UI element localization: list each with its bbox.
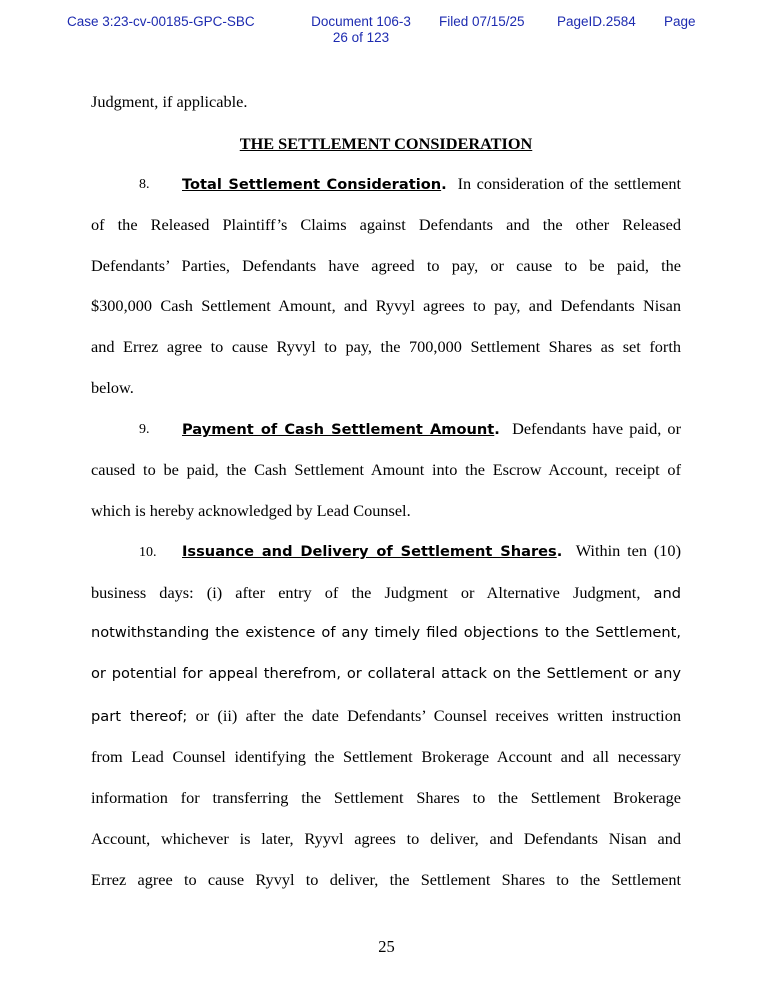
document-number-line1: Document 106-3 (311, 14, 411, 29)
text-line: which is hereby acknowledged by Lead Counsel. (91, 501, 411, 520)
text-line: Account, whichever is later, Ryyvl agrees to deliver, and Defendants Nisan and (91, 829, 681, 848)
paragraph-first-line: Payment of Cash Settlement Amount. Defendants have paid, or (182, 419, 681, 438)
text-line: information for transferring the Settlement Shares to the Settlement Brokerage (91, 788, 681, 807)
text-segment: business days: (i) after entry of the Judgment or Alternative Judgment, (91, 583, 641, 602)
text-line: from Lead Counsel identifying the Settlement Brokerage Account and all necessary (91, 747, 681, 766)
court-filing-header (0, 14, 773, 50)
text-segment: part thereof; (91, 708, 188, 725)
text-line (91, 583, 681, 603)
text-line: Judgment, if applicable. (91, 92, 248, 111)
document-number (305, 14, 417, 46)
paragraph-text: In consideration of the settlement (457, 174, 682, 193)
text-line: notwithstanding the existence of any timely filed objections to the Settlement, (91, 624, 681, 641)
text-line (91, 706, 681, 726)
paragraph-number: 8. (139, 177, 150, 192)
text-line: Errez agree to cause Ryvyl to deliver, the Settlement Shares to the Settlement (91, 870, 681, 889)
text-line: below. (91, 378, 134, 397)
paragraph-title: Payment of Cash Settlement Amount (182, 421, 495, 438)
section-heading: THE SETTLEMENT CONSIDERATION (239, 134, 533, 153)
paragraph-text: Within ten (10) (575, 541, 681, 560)
paragraph-first-line: Issuance and Delivery of Settlement Shares. Within ten (10) (182, 541, 681, 560)
text-line: of the Released Plaintiff’s Claims against Defendants and the other Released (91, 215, 681, 234)
text-segment: or (ii) after the date Defendants’ Counsel receives written instruction (195, 706, 681, 725)
text-line: or potential for appeal therefrom, or collateral attack on the Settlement or any (91, 665, 681, 682)
paragraph-text: Defendants have paid, or (512, 419, 681, 438)
paragraph-number: 9. (139, 422, 150, 437)
paragraph-title: Total Settlement Consideration (182, 176, 442, 193)
paragraph-number: 10. (139, 545, 157, 560)
page-id: PageID.2584 (557, 14, 636, 29)
filed-date: Filed 07/15/25 (439, 14, 525, 29)
page-label: Page (664, 14, 696, 29)
case-number: Case 3:23-cv-00185-GPC-SBC (67, 14, 255, 29)
text-line: $300,000 Cash Settlement Amount, and Ryvyl agrees to pay, and Defendants Nisan (91, 296, 681, 315)
document-number-line2: 26 of 123 (332, 30, 390, 45)
text-segment: and (653, 585, 681, 602)
paragraph-title: Issuance and Delivery of Settlement Shares (182, 543, 557, 560)
text-line: and Errez agree to cause Ryvyl to pay, the 700,000 Settlement Shares as set forth (91, 337, 681, 356)
text-line: Defendants’ Parties, Defendants have agreed to pay, or cause to be paid, the (91, 256, 681, 275)
paragraph-first-line: Total Settlement Consideration. In consideration of the settlement (182, 174, 682, 193)
page-number: 25 (378, 937, 395, 956)
text-line: caused to be paid, the Cash Settlement Amount into the Escrow Account, receipt of (91, 460, 681, 479)
